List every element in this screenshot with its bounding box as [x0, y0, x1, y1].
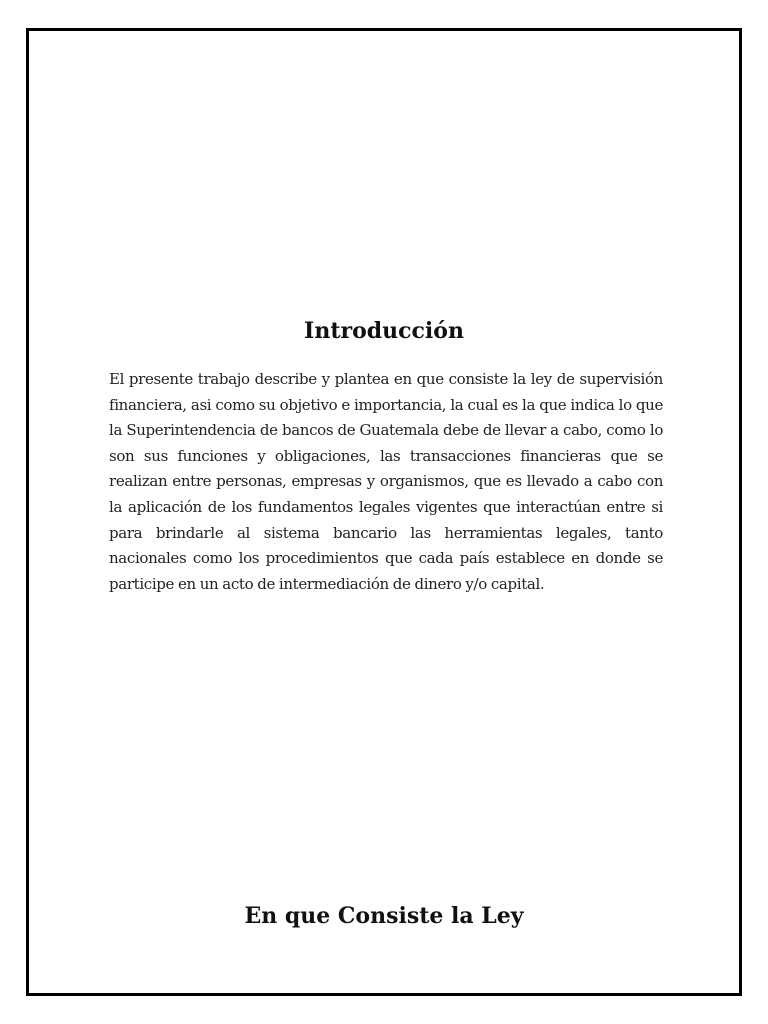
- document-page: [26, 28, 742, 996]
- introduction-paragraph: El presente trabajo describe y plantea en que consiste la ley de supervisión financiera, asi como su objetivo e importancia, la cual es la que indica lo que la Superintendencia de bancos de Guatemala debe de llevar a cabo, como lo son sus funciones y obligaciones, las transacciones financieras que se realizan entre personas, empresas y organismos, que es llevado a cabo con la aplicación de los fundamentos legales vigentes que interactúan entre si para brindarle al sistema bancario las herramientas legales, tanto nacionales como los procedimientos que cada país establece en donde se participe en un acto de intermediación de dinero y/o capital.: [109, 370, 663, 593]
- introduction-heading: Introducción: [304, 318, 464, 344]
- section-heading: En que Consiste la Ley: [244, 903, 524, 929]
